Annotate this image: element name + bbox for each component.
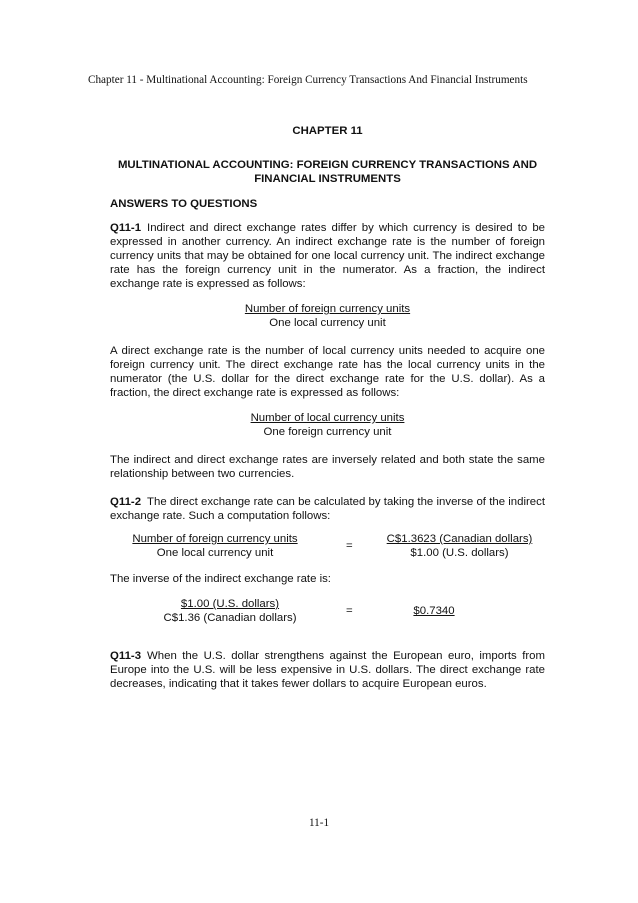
equation-2-result: [410, 604, 458, 618]
section-heading: ANSWERS TO QUESTIONS: [110, 198, 258, 210]
fraction-numerator: Number of local currency units: [250, 412, 405, 424]
q11-2-text-1: The direct exchange rate can be calculated by taking the inverse of the indirect exchange rate. Such a computation follows:: [110, 496, 545, 522]
chapter-title-line-1: MULTINATIONAL ACCOUNTING: FOREIGN CURRENCY TRANSACTIONS AND: [117, 159, 538, 171]
running-header: Chapter 11 - Multinational Accounting: Foreign Currency Transactions And Financial Instruments: [88, 74, 528, 86]
chapter-title: [110, 158, 545, 186]
equation-denominator: $1.00 (U.S. dollars): [410, 547, 509, 559]
equation-numerator: Number of foreign currency units: [132, 533, 298, 545]
chapter-title-line-2: FINANCIAL INSTRUMENTS: [254, 173, 401, 185]
direct-rate-fraction: [110, 411, 545, 439]
q11-2-paragraph-2: The inverse of the indirect exchange rate is:: [110, 573, 331, 585]
page-number: 11-1: [308, 817, 330, 829]
fraction-numerator: Number of foreign currency units: [244, 303, 411, 315]
equals-sign: =: [346, 605, 353, 617]
fraction-denominator: One local currency unit: [269, 317, 386, 329]
q11-3-paragraph-1: [110, 649, 545, 691]
question-id: Q11-2: [110, 496, 142, 508]
fraction-denominator: One foreign currency unit: [263, 426, 392, 438]
equation-numerator: C$1.3623 (Canadian dollars): [386, 533, 533, 545]
equation-denominator: C$1.36 (Canadian dollars): [163, 612, 297, 624]
equation-denominator: One local currency unit: [156, 547, 274, 559]
equation-2-left: [162, 597, 298, 625]
q11-1-text-1: Indirect and direct exchange rates differ by which currency is desired to be expressed in another currency. An indirect exchange rate is the number of foreign currency units that may be obtained for one local currency unit. The indirect exchange rate has the foreign currency unit in the numerator. As a fraction, the indirect exchange rate is expressed as follows:: [110, 222, 545, 290]
equals-sign: =: [346, 540, 353, 552]
q11-1-paragraph-1: [110, 221, 545, 291]
equation-result: $0.7340: [413, 605, 455, 617]
question-id: Q11-3: [110, 650, 142, 662]
q11-1-paragraph-3: The indirect and direct exchange rates are inversely related and both state the same relationship between two currencies.: [110, 454, 545, 480]
page-content: [110, 124, 545, 691]
equation-2: [110, 597, 545, 627]
q11-2-paragraph-1: [110, 495, 545, 523]
equation-1-left: [130, 532, 300, 560]
equation-1-right: [382, 532, 537, 560]
question-id: Q11-1: [110, 222, 142, 234]
chapter-label: CHAPTER 11: [292, 125, 363, 137]
equation-numerator: $1.00 (U.S. dollars): [180, 598, 280, 610]
equation-1: [110, 532, 545, 562]
q11-1-paragraph-2: A direct exchange rate is the number of local currency units needed to acquire one foreign currency unit. The direct exchange rate has the local currency units in the numerator (the U.S. dollar for the direct exchange rate for the U.S. dollar). As a fraction, the direct exchange rate is expressed as follows:: [110, 345, 545, 399]
indirect-rate-fraction: [110, 302, 545, 330]
q11-3-text-1: When the U.S. dollar strengthens against the European euro, imports from Europe into the U.S. will be less expensive in U.S. dollars. The direct exchange rate decreases, indicating that it takes fewer dollars to acquire European euros.: [110, 650, 545, 690]
